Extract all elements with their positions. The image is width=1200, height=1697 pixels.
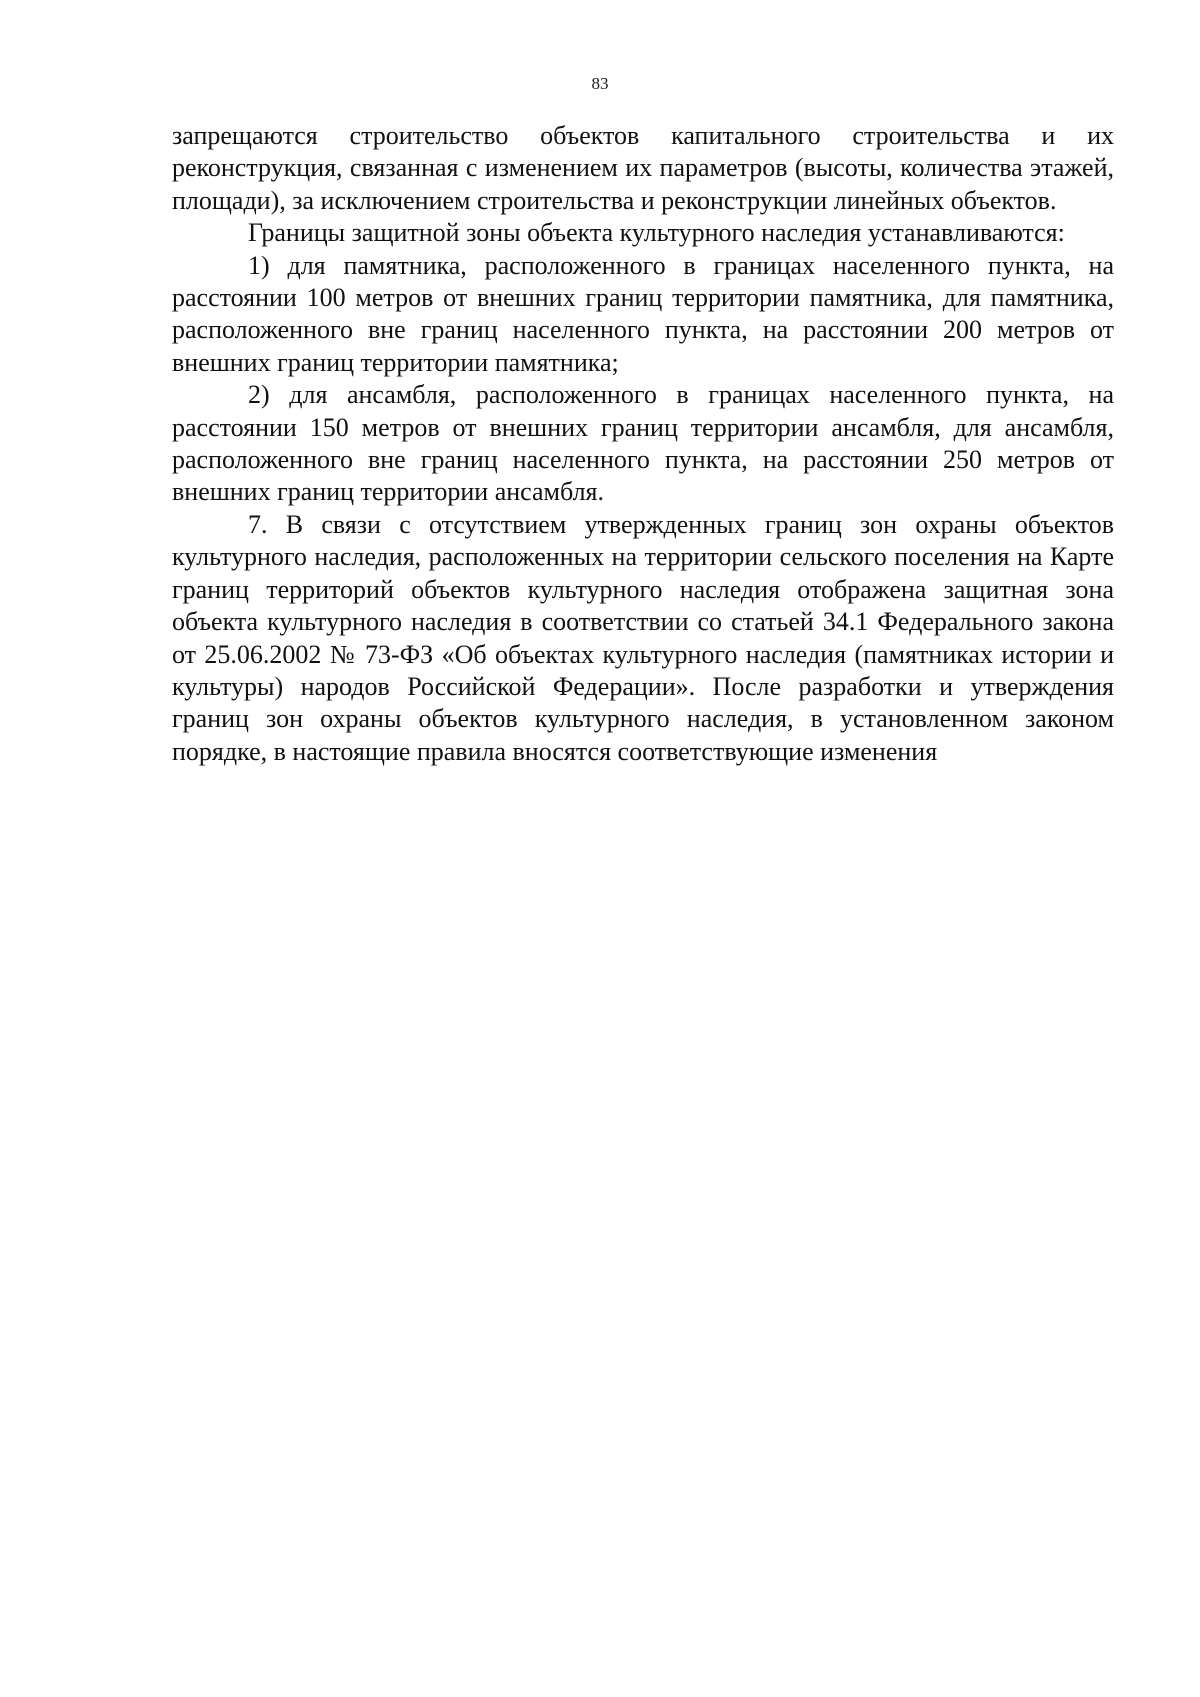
document-body — [172, 120, 1114, 768]
paragraph-restriction-continuation: запрещаются строительство объектов капитального строительства и их реконструкция, связанная с изменением их параметров (высоты, количества этажей, площади), за исключением строительства и реконструкции линейных объектов. — [172, 121, 1114, 215]
list-item-monument-distance: 1) для памятника, расположенного в границах населенного пункта, на расстоянии 100 метров от внешних границ территории памятника, для памятника, расположенного вне границ населенного пункта, на расстоянии 200 метров от внешних границ территории памятника; — [172, 250, 1114, 377]
list-item-ensemble-distance: 2) для ансамбля, расположенного в границах населенного пункта, на расстоянии 150 метров от внешних границ территории ансамбля, для ансамбля, расположенного вне границ населенного пункта, на расстоянии 250 метров от внешних границ территории ансамбля. — [172, 380, 1114, 507]
paragraph-protective-zone-boundaries: Границы защитной зоны объекта культурного наследия устанавливаются: — [248, 218, 1065, 248]
page-number: 83 — [591, 74, 609, 93]
paragraph-section-7: 7. В связи с отсутствием утвержденных границ зон охраны объектов культурного наследия, расположенных на территории сельского поселения на Карте границ территорий объектов культурного наследия отображена защитная зона объекта культурного наследия в соответствии со статьей 34.1 Федерального закона от 25.06.2002 № 73-ФЗ «Об объектах культурного наследия (памятниках истории и культуры) народов Российской Федерации». После разработки и утверждения границ зон охраны объектов культурного наследия, в установленном законом порядке, в настоящие правила вносятся соответствующие изменения — [172, 509, 1114, 766]
